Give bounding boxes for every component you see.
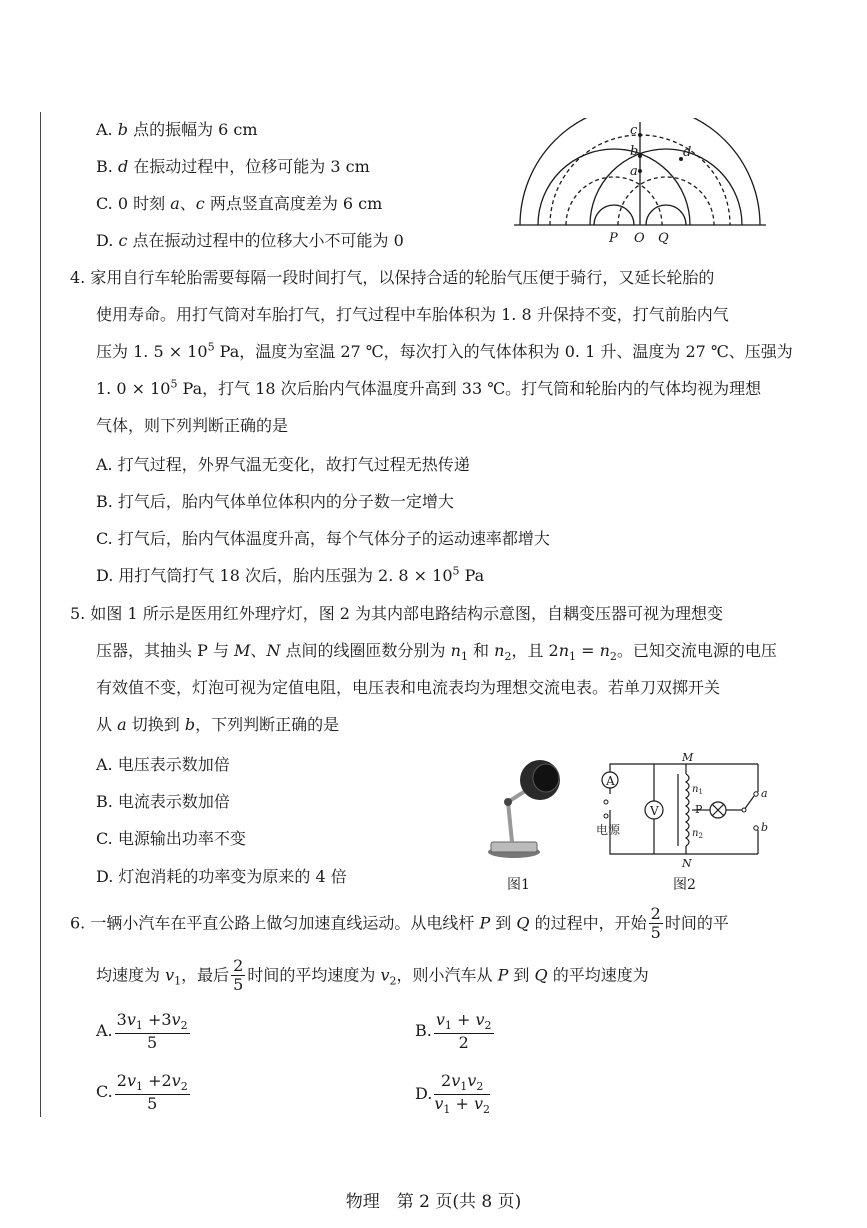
label-d: d (683, 145, 692, 160)
source-terminal-2 (604, 814, 608, 818)
coef: 2 (116, 1071, 127, 1090)
denominator: 5 (650, 923, 661, 943)
denominator: 2 (458, 1032, 469, 1052)
q6-line-2-a: 均速度为 (96, 965, 166, 985)
q6-option-a (96, 1011, 192, 1052)
option-label: A. (96, 1021, 113, 1041)
q5-line-2-a: 压器，其抽头 P 与 (96, 641, 235, 660)
q5-line-1: 5. 如图 1 所示是医用红外理疗灯，图 2 为其内部电路结构示意图，自耦变压器可视为理想变 (70, 604, 724, 623)
subscript: 1 (444, 1019, 452, 1033)
var-v: v (473, 1093, 484, 1113)
lamp-stand (508, 802, 512, 842)
q6-option-c (96, 1072, 192, 1113)
point-b (638, 154, 642, 158)
numerator: 2 (650, 904, 661, 923)
n2-sub: 2 (698, 832, 703, 840)
var-N: N (266, 641, 281, 660)
q5-line-2 (96, 638, 777, 663)
q6-line-2-b: ，最后 (181, 965, 230, 985)
label-b: b (630, 144, 639, 159)
autotransformer-circuit-diagram (596, 750, 776, 872)
subscript: 2 (476, 1080, 484, 1094)
numerator (434, 1072, 490, 1095)
var-a: a (170, 194, 180, 213)
var-n: n (494, 641, 505, 660)
exponent: 5 (452, 564, 460, 578)
q4-line-3-b: Pa，温度为室温 27 ℃，每次打入的气体体积为 0. 1 升、温度为 27 ℃、压强为 (214, 342, 793, 361)
q6-line-1 (70, 905, 729, 943)
var-P: P (497, 965, 509, 985)
plus: + (451, 1010, 476, 1029)
var-v: v (467, 1071, 477, 1090)
var-a: a (117, 715, 127, 734)
separator: 、 (250, 641, 267, 660)
q4-line-5: 气体，则下列判断正确的是 (96, 416, 289, 435)
q5-line-2-f: 。已知交流电源的电压 (616, 641, 777, 660)
var-Q: Q (516, 913, 530, 933)
q4-option-d-b: Pa (459, 566, 485, 585)
q6-line-2-c: 时间的平均速度为 (247, 965, 381, 985)
var-v: v (126, 1071, 136, 1090)
q3-option-d (96, 228, 404, 251)
option-label: D. (415, 1083, 433, 1103)
n1-sub: 1 (698, 788, 703, 796)
subscript: 1 (135, 1019, 143, 1033)
q4-option-b: B. 打气后，胎内气体单位体积内的分子数一定增大 (96, 492, 454, 511)
var-b: b (184, 715, 196, 734)
plus: + (450, 1093, 474, 1113)
right-source-arc-large (590, 149, 742, 225)
var-v: v (435, 1010, 445, 1029)
page-footer: 物理 第 2 页(共 8 页) (345, 1192, 522, 1212)
right-source-arc-small (646, 205, 686, 225)
switch-contact-b (754, 826, 758, 830)
q6-line-2-e: 到 (508, 965, 535, 985)
var-v: v (171, 1071, 181, 1090)
var-v: v (434, 1093, 444, 1113)
subscript: 1 (443, 1103, 451, 1117)
q3-option-d-text: 点在振动过程中的位移大小不可能为 0 (127, 231, 404, 250)
denominator: 5 (233, 975, 244, 995)
q5-line-2-e: = (576, 641, 600, 660)
wave-interference-figure (510, 118, 770, 248)
fraction-two-fifths (649, 905, 663, 943)
q3-option-a-text: 点的振幅为 6 cm (127, 120, 258, 139)
q4-option-a: A. 打气过程，外界气温无变化，故打气过程无热传递 (96, 455, 470, 474)
q4-line-3 (96, 339, 793, 362)
label-M: M (682, 751, 694, 764)
left-source-arc-small (594, 205, 634, 225)
switch-contact-a (754, 792, 758, 796)
numerator (434, 1011, 494, 1034)
lamp-reflector (533, 764, 559, 792)
lamp-joint (504, 798, 512, 806)
q5-option-d: D. 灯泡消耗的功率变为原来的 4 倍 (96, 867, 347, 886)
var-v: v (171, 1010, 181, 1029)
q5-option-b: B. 电流表示数加倍 (96, 792, 230, 811)
q4-option-d-a: D. 用打气筒打气 18 次后，胎内压强为 2. 8 × 10 (96, 566, 453, 585)
var-M: M (234, 641, 251, 660)
subscript: 1 (174, 974, 182, 988)
exponent: 5 (207, 340, 215, 354)
label-a: a (761, 787, 768, 800)
exponent: 5 (170, 377, 178, 391)
q6-option-d (415, 1072, 492, 1117)
numerator (115, 1072, 190, 1095)
point-a (638, 169, 642, 173)
subscript: 2 (180, 1080, 188, 1094)
option-label: C. (96, 1082, 113, 1102)
q4-option-d (96, 563, 484, 586)
q5-option-c: C. 电源输出功率不变 (96, 829, 246, 848)
q4-line-4 (96, 376, 761, 399)
q3-option-a-prefix: A. (96, 120, 118, 139)
q6-line-1-d: 时间的平 (664, 913, 729, 933)
label-a: a (630, 164, 638, 179)
var-c: c (118, 231, 128, 250)
left-source-arc-large (538, 149, 690, 225)
switch-pivot (742, 808, 746, 812)
switch-blade (744, 796, 754, 810)
label-P: P (695, 803, 703, 816)
subscript: 1 (136, 1080, 143, 1094)
q5-option-a: A. 电压表示数加倍 (96, 755, 230, 774)
option-b-fraction (434, 1011, 494, 1052)
var-P: P (479, 913, 491, 933)
label-b: b (761, 821, 769, 834)
option-label: B. (415, 1021, 432, 1041)
q4-line-4-a: 1. 0 × 10 (96, 379, 171, 398)
q4-line-4-b: Pa，打气 18 次后胎内气体温度升高到 33 ℃。打气筒和轮胎内的气体均视为理想 (177, 379, 762, 398)
q5-line-3: 有效值不变，灯泡可视为定值电阻，电压表和电流表均为理想交流电表。若单刀双掷开关 (96, 678, 721, 697)
subscript: 2 (389, 974, 397, 988)
var-n: n (558, 641, 570, 660)
q6-line-1-b: 到 (490, 913, 517, 933)
q5-line-4-b: 切换到 (126, 715, 185, 734)
q4-line-1: 4. 家用自行车轮胎需要每隔一段时间打气，以保持合适的轮胎气压便于骑行，又延长轮胎的 (70, 268, 715, 287)
figure-2-caption: 图2 (673, 877, 696, 893)
infrared-lamp-photo (478, 752, 578, 864)
coef: 3 (116, 1010, 127, 1029)
q6-line-1-a: 6. 一辆小汽车在平直公路上做匀加速直线运动。从电线杆 (70, 913, 480, 933)
q3-option-b (96, 154, 370, 177)
label-power-source: 电源 (596, 823, 621, 837)
label-n2 (692, 828, 703, 840)
var-v: v (165, 965, 175, 985)
plus-coef: +3 (142, 1010, 172, 1029)
q5-line-4 (96, 712, 339, 735)
var-v: v (451, 1071, 461, 1090)
q5-line-2-d: ，且 2 (511, 641, 559, 660)
transformer-coil (686, 774, 689, 846)
q5-line-4-c: ，下列判断正确的是 (195, 715, 340, 734)
numerator: 2 (233, 956, 244, 975)
label-P: P (609, 231, 618, 246)
q4-line-3-a: 压为 1. 5 × 10 (96, 342, 208, 361)
var-Q: Q (534, 965, 548, 985)
q3-option-a (96, 117, 258, 140)
var-v: v (380, 965, 390, 985)
q3-option-c-text: 两点竖直高度差为 6 cm (204, 194, 383, 213)
q3-option-b-text: 在振动过程中，位移可能为 3 cm (128, 157, 370, 176)
n1-letter: n (692, 784, 699, 795)
q5-line-4-a: 从 (96, 715, 118, 734)
numerator (115, 1011, 190, 1034)
q6-line-2 (96, 957, 649, 995)
fraction-two-fifths (231, 957, 245, 995)
subscript: 2 (483, 1103, 491, 1117)
denominator: 5 (147, 1032, 158, 1052)
option-d-fraction (434, 1072, 490, 1117)
source-terminal-1 (604, 800, 608, 804)
lamp-base-top (491, 842, 537, 852)
var-d: d (117, 157, 129, 176)
q3-option-b-prefix: B. (96, 157, 118, 176)
var-v: v (126, 1010, 136, 1029)
q3-option-c-prefix: C. 0 时刻 (96, 194, 171, 213)
left-margin-rule (40, 112, 41, 1117)
q5-line-2-b: 点间的线圈匝数分别为 (280, 641, 451, 660)
var-n: n (599, 641, 610, 660)
coef: 2 (441, 1071, 452, 1090)
q4-option-c: C. 打气后，胎内气体温度升高，每个气体分子的运动速率都增大 (96, 529, 550, 548)
subscript: 2 (484, 1019, 492, 1033)
subscript: 2 (180, 1019, 188, 1033)
voltmeter-label: V (650, 804, 659, 818)
q6-line-2-d: ，则小汽车从 (396, 965, 498, 985)
var-b: b (117, 120, 128, 139)
var-v: v (475, 1010, 485, 1029)
wire-top-left (610, 764, 686, 794)
var-c: c (195, 194, 205, 213)
q3-option-c (96, 191, 382, 214)
q5-line-2-c: 和 (467, 641, 495, 660)
n2-letter: n (692, 828, 699, 839)
label-N: N (682, 857, 692, 870)
point-c (638, 133, 642, 137)
ammeter-label: A (606, 774, 615, 788)
var-n: n (450, 641, 461, 660)
subscript: 2 (504, 650, 512, 664)
label-n1 (692, 784, 703, 796)
denominator (434, 1095, 490, 1117)
subscript: 1 (460, 650, 468, 664)
label-O: O (634, 231, 645, 246)
figure-1-caption: 图1 (507, 877, 530, 893)
label-Q: Q (658, 231, 669, 246)
q6-line-2-f: 的平均速度为 (547, 965, 649, 985)
label-c: c (630, 123, 638, 138)
denominator: 5 (147, 1093, 158, 1113)
separator: 、 (179, 194, 196, 213)
option-c-fraction (115, 1072, 190, 1113)
option-a-fraction (115, 1011, 190, 1052)
subscript: 1 (569, 650, 577, 664)
subscript: 1 (460, 1080, 468, 1094)
q4-line-2: 使用寿命。用打气筒对车胎打气，打气过程中车胎体积为 1. 8 升保持不变，打气前胎内气 (96, 305, 729, 324)
plus-coef: +2 (143, 1071, 172, 1090)
q6-line-1-c: 的过程中，开始 (529, 913, 647, 933)
q6-option-b (415, 1011, 496, 1052)
subscript: 2 (609, 650, 617, 664)
q3-option-d-prefix: D. (96, 231, 119, 250)
